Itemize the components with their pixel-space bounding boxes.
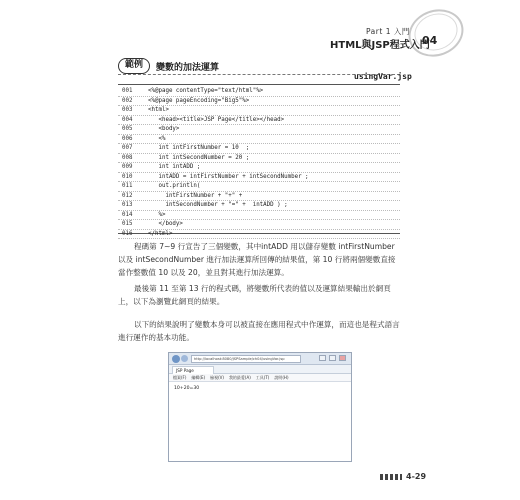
code-line-number: 016 bbox=[122, 230, 133, 237]
menu-favorites[interactable]: 我的最愛(A) bbox=[228, 375, 251, 380]
paragraph-explanation: 程碼第 7~9 行宣告了三個變數，其中intADD 用以儲存變數 intFirstNumber 以及 intSecondNumber 進行加法運算所回傳的結果值，第 10 行將兩個變數直接當作整數值 10 以及 20，並且對其進行加法運算。 bbox=[118, 242, 396, 277]
code-line bbox=[118, 144, 400, 154]
code-line-source: <html> bbox=[148, 107, 169, 113]
address-bar[interactable]: http://localhost:8080/JSPSample/ch04/usingVar.jsp bbox=[191, 355, 301, 363]
forward-icon[interactable] bbox=[181, 355, 188, 362]
code-line-source: int intADD ; bbox=[148, 164, 201, 170]
code-line-number: 013 bbox=[122, 202, 133, 208]
code-line-source: intFirstNumber + "+" + bbox=[148, 192, 243, 199]
part-label: Part 1 入門 bbox=[366, 27, 410, 36]
code-line bbox=[118, 220, 400, 230]
code-line-source: int intFirstNumber = 10 ; bbox=[148, 145, 250, 151]
paragraph-summary: 以下的結果說明了變數本身可以被直接在應用程式中作運算，而這也是程式語言進行運作的基本功能。 bbox=[118, 320, 400, 342]
code-listing bbox=[118, 84, 400, 237]
code-line-number: 015 bbox=[122, 221, 133, 227]
page-number: 4-29 bbox=[406, 472, 427, 481]
code-line-source: intADD = intFirstNumber + intSecondNumber ; bbox=[148, 173, 309, 180]
code-line-source: <body> bbox=[148, 126, 180, 132]
code-line bbox=[118, 201, 400, 211]
code-line bbox=[118, 230, 400, 240]
code-line-number: 007 bbox=[122, 145, 133, 151]
browser-screenshot bbox=[168, 352, 352, 462]
code-line-source: </html> bbox=[148, 230, 173, 237]
example-badge: 範例 bbox=[118, 58, 150, 74]
paragraph-output: 最後第 11 至第 13 行的程式碼，將變數所代表的值以及運算結果輸出於網頁上，以下為瀏覽此網頁的結果。 bbox=[118, 284, 391, 306]
code-line bbox=[118, 154, 400, 164]
code-line-source: <%@page pageEncoding="Big5"%> bbox=[148, 97, 250, 104]
code-line bbox=[118, 87, 400, 97]
code-line-number: 009 bbox=[122, 164, 133, 170]
code-line-source: <% bbox=[148, 135, 166, 142]
browser-tabbar bbox=[169, 365, 351, 374]
code-line-source: <head><title>JSP Page</title></head> bbox=[148, 116, 285, 123]
code-line bbox=[118, 135, 400, 145]
code-line-source: <%@page contentType="text/html"%> bbox=[148, 88, 264, 94]
browser-page-content: 10+20=30 bbox=[174, 386, 200, 391]
maximize-icon[interactable] bbox=[329, 355, 336, 361]
code-line-number: 006 bbox=[122, 135, 133, 142]
back-icon[interactable] bbox=[172, 355, 180, 363]
code-line-number: 001 bbox=[122, 88, 133, 94]
close-icon[interactable] bbox=[339, 355, 346, 361]
code-line-number: 003 bbox=[122, 107, 133, 113]
code-line bbox=[118, 97, 400, 107]
code-line bbox=[118, 125, 400, 135]
browser-tab[interactable]: JSP Page bbox=[172, 366, 214, 374]
chapter-number: 04 bbox=[422, 34, 438, 47]
code-line bbox=[118, 163, 400, 173]
code-line bbox=[118, 116, 400, 126]
code-line-number: 004 bbox=[122, 116, 133, 123]
code-line-source: intSecondNumber + "=" + intADD ) ; bbox=[148, 202, 288, 208]
code-line-number: 012 bbox=[122, 192, 133, 199]
menu-edit[interactable]: 編輯(E) bbox=[191, 375, 206, 380]
code-line-number: 010 bbox=[122, 173, 133, 180]
browser-menubar bbox=[169, 374, 351, 382]
code-line-source: </body> bbox=[148, 221, 183, 227]
code-line bbox=[118, 192, 400, 202]
code-line-number: 002 bbox=[122, 97, 133, 104]
menu-help[interactable]: 說明(H) bbox=[274, 375, 289, 380]
code-line bbox=[118, 182, 400, 192]
menu-file[interactable]: 檔案(F) bbox=[173, 375, 187, 380]
browser-titlebar bbox=[169, 353, 351, 365]
code-line-number: 005 bbox=[122, 126, 133, 132]
menu-view[interactable]: 檢視(V) bbox=[210, 375, 224, 380]
code-line-number: 011 bbox=[122, 183, 133, 189]
code-line-number: 014 bbox=[122, 211, 133, 218]
menu-tools[interactable]: 工具(T) bbox=[255, 375, 270, 380]
code-line-source: %> bbox=[148, 211, 166, 218]
code-line bbox=[118, 173, 400, 183]
code-line bbox=[118, 106, 400, 116]
example-file-name: usingVar.jsp bbox=[354, 72, 412, 81]
code-lines bbox=[118, 87, 400, 239]
code-line-source: int intSecondNumber = 20 ; bbox=[148, 154, 250, 161]
code-line-source: out.println( bbox=[148, 183, 201, 189]
example-title: 變數的加法運算 bbox=[156, 63, 220, 73]
code-line bbox=[118, 211, 400, 221]
page-number-decoration bbox=[380, 474, 402, 480]
minimize-icon[interactable] bbox=[319, 355, 326, 361]
chapter-title: HTML與JSP程式入門 bbox=[330, 40, 430, 51]
code-line-number: 008 bbox=[122, 154, 133, 161]
